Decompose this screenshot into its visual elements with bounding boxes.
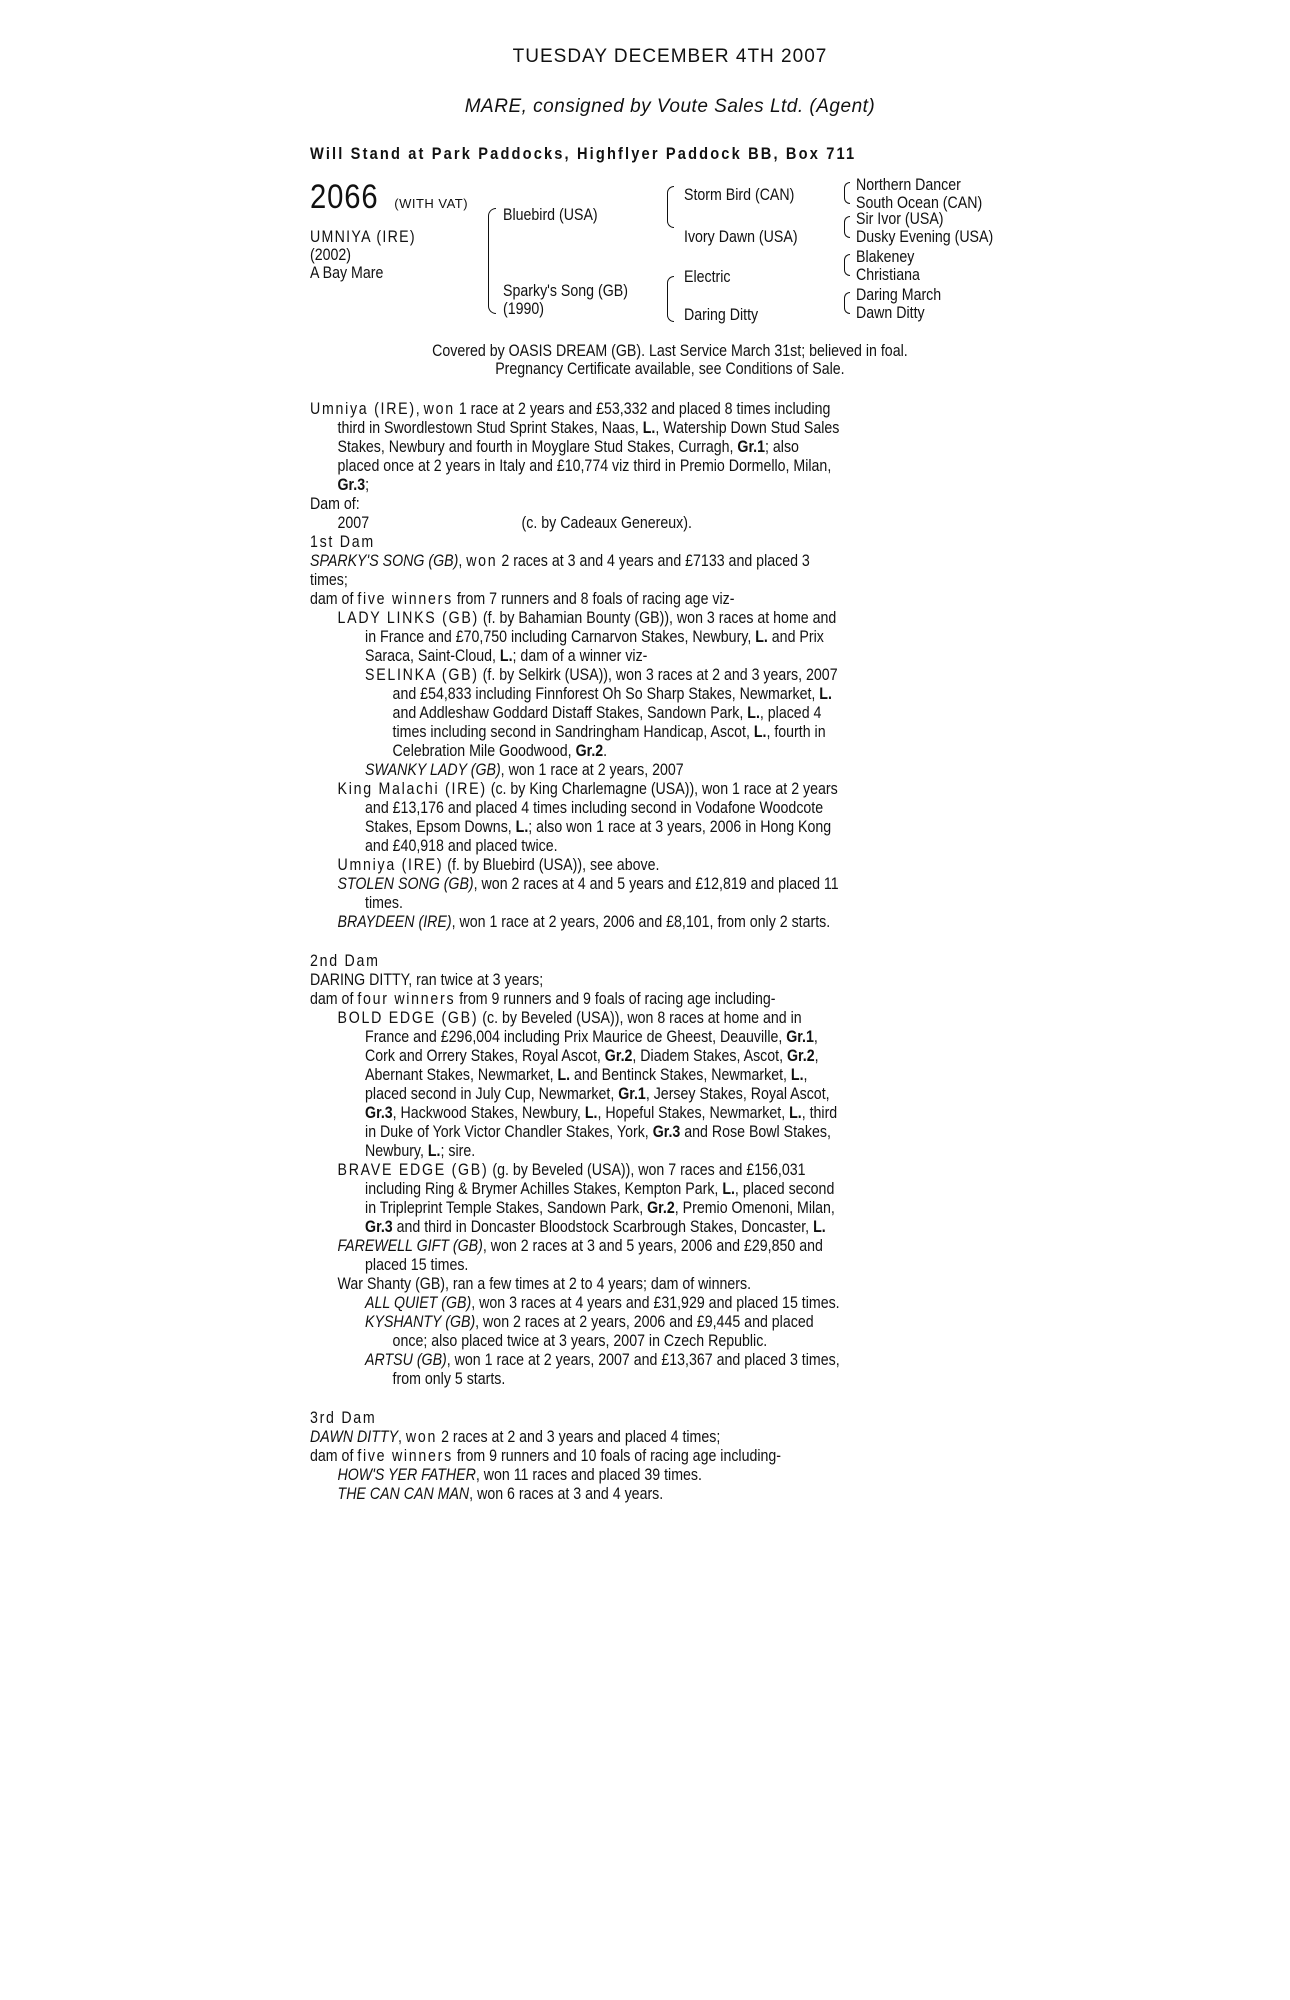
horse-name: UMNIYA (IRE) — [310, 228, 416, 246]
second-dam-heading: 2nd Dam — [310, 952, 380, 970]
second-dam-line: DARING DITTY, ran twice at 3 years; — [310, 971, 544, 989]
horse-description: A Bay Mare — [310, 264, 384, 282]
brace-parents — [488, 208, 496, 314]
second-dam-produce: dam of four winners from 9 runners and 9 foals of racing age including- — [310, 990, 776, 1008]
third-dam-line: DAWN DITTY, won 2 races at 2 and 3 years and placed 4 times; — [310, 1428, 721, 1446]
dam-dam: Daring Ditty — [684, 306, 759, 324]
sale-date: TUESDAY DECEMBER 4TH 2007 — [512, 46, 828, 67]
war-shanty-entry: War Shanty (GB), ran a few times at 2 to 4 years; dam of winners. — [337, 1275, 752, 1293]
produce-row — [310, 514, 840, 533]
won-word: won — [423, 400, 455, 418]
great-grandsire-1: Northern Dancer — [856, 176, 961, 194]
consignment-line: MARE, consigned by Voute Sales Ltd. (Agent) — [464, 96, 876, 117]
umniya-record: Umniya (IRE), won 1 race at 2 years and £53,332 and placed 8 times including third in Swordlestown Stud Sprint Stakes, Naas, L., Watership Down Stud Sales Stakes, Newbury and fourth in Moyglare Stud Stakes, Curragh, Gr.1; also placed once at 2 years in Italy and £10,774 viz third in Premio Dormello, Milan, Gr.3; — [310, 400, 840, 494]
vat-note: (WITH VAT) — [394, 196, 469, 211]
brace-g4 — [844, 292, 850, 314]
umniya-name: Umniya (IRE) — [310, 400, 416, 418]
lady-links-entry: LADY LINKS (GB) (f. by Bahamian Bounty (GB)), won 3 races at home and in France and £70,750 including Carnarvon Stakes, Newbury, L. and Prix Saraca, Saint-Cloud, L.; dam of a winner viz- — [337, 609, 837, 665]
covered-line-1: Covered by OASIS DREAM (GB). Last Service March 31st; believed in foal. — [432, 342, 908, 360]
first-dam-heading: 1st Dam — [310, 533, 375, 551]
brace-g1 — [844, 182, 850, 204]
artsu-entry: ARTSU (GB), won 1 race at 2 years, 2007 and £13,367 and placed 3 times, from only 5 starts. — [365, 1351, 840, 1388]
first-dam-produce: dam of five winners from 7 runners and 8 foals of racing age viz- — [310, 590, 735, 608]
brace-dam-parents — [667, 276, 674, 322]
all-quiet-entry: ALL QUIET (GB), won 3 races at 4 years and £31,929 and placed 15 times. — [365, 1294, 840, 1312]
bold-edge-entry: BOLD EDGE (GB) (c. by Beveled (USA)), won 8 races at home and in France and £296,004 including Prix Maurice de Gheest, Deauville, Gr.1, Cork and Orrery Stakes, Royal Ascot, Gr.2, Diadem Stakes, Ascot, Gr.2, Abernant Stakes, Newmarket, L. and Bentinck Stakes, Newmarket, L., placed second in July Cup, Newmarket, Gr.1, Jersey Stakes, Royal Ascot, Gr.3, Hackwood Stakes, Newbury, L., Hopeful Stakes, Newmarket, L., third in Duke of York Victor Chandler Stakes, York, Gr.3 and Rose Bowl Stakes, Newbury, L.; sire. — [337, 1009, 838, 1160]
horse-year: (2002) — [310, 246, 352, 264]
kyshanty-entry: KYSHANTY (GB), won 2 races at 2 years, 2006 and £9,445 and placed once; also placed twice at 3 years, 2007 in Czech Republic. — [365, 1313, 814, 1350]
covered-note — [310, 342, 1030, 378]
produce-year: 2007 — [337, 514, 370, 532]
stand-location: Will Stand at Park Paddocks, Highflyer Paddock BB, Box 711 — [310, 144, 857, 163]
third-dam-produce: dam of five winners from 9 runners and 10 foals of racing age including- — [310, 1447, 782, 1465]
stolen-song-entry: STOLEN SONG (GB), won 2 races at 4 and 5 years and £12,819 and placed 11 times. — [337, 875, 839, 912]
pedigree-table — [310, 178, 1030, 338]
catalogue-page — [310, 46, 1030, 1504]
hows-yer-father-entry: HOW'S YER FATHER, won 11 races and placed 39 times. — [337, 1466, 702, 1484]
sire-dam: Ivory Dawn (USA) — [684, 228, 798, 246]
first-dam-line: SPARKY'S SONG (GB), won 2 races at 3 and 4 years and £7133 and placed 3 times; — [310, 552, 810, 589]
produce-desc: (c. by Cadeaux Genereux). — [521, 514, 692, 532]
great-granddam-2: Dusky Evening (USA) — [856, 228, 994, 246]
brave-edge-entry: BRAVE EDGE (GB) (g. by Beveled (USA)), won 7 races and £156,031 including Ring & Brymer Achilles Stakes, Kempton Park, L., placed second in Tripleprint Temple Stakes, Sandown Park, Gr.2, Premio Omenoni, Milan, Gr.3 and third in Doncaster Bloodstock Scarbrough Stakes, Doncaster, L. — [337, 1161, 835, 1236]
lot-number: 2066 — [310, 178, 379, 216]
braydeen-entry: BRAYDEEN (IRE), won 1 race at 2 years, 2006 and £8,101, from only 2 starts. — [337, 913, 831, 931]
great-granddam-4: Dawn Ditty — [856, 304, 925, 322]
great-grandsire-2: Sir Ivor (USA) — [856, 210, 944, 228]
dam-sire: Electric — [684, 268, 731, 286]
brace-g3 — [844, 254, 850, 276]
dam: Sparky's Song (GB) — [503, 282, 628, 300]
sire-sire: Storm Bird (CAN) — [684, 186, 795, 204]
great-grandsire-4: Daring March — [856, 286, 942, 304]
umniya-entry: Umniya (IRE) (f. by Bluebird (USA)), see above. — [337, 856, 660, 874]
dam-year: (1990) — [503, 300, 545, 318]
the-can-can-man-entry: THE CAN CAN MAN, won 6 races at 3 and 4 years. — [337, 1485, 664, 1503]
selinka-entry: SELINKA (GB) (f. by Selkirk (USA)), won 3 races at 2 and 3 years, 2007 and £54,833 including Finnforest Oh So Sharp Stakes, Newmarket, L. and Addleshaw Goddard Distaff Stakes, Sandown Park, L., placed 4 times including second in Sandringham Handicap, Ascot, L., fourth in Celebration Mile Goodwood, Gr.2. — [365, 666, 838, 760]
sire: Bluebird (USA) — [503, 206, 598, 224]
great-granddam-1: South Ocean (CAN) — [856, 194, 983, 212]
great-granddam-3: Christiana — [856, 266, 920, 284]
brace-sire-parents — [667, 186, 674, 228]
farewell-gift-entry: FAREWELL GIFT (GB), won 2 races at 3 and 5 years, 2006 and £29,850 and placed 15 times. — [337, 1237, 823, 1274]
brace-g2 — [844, 216, 850, 238]
great-grandsire-3: Blakeney — [856, 248, 915, 266]
lot-number-block — [310, 180, 468, 214]
third-dam-heading: 3rd Dam — [310, 1409, 377, 1427]
produce-record — [310, 400, 840, 1504]
dam-of-label: Dam of: — [310, 495, 360, 513]
king-malachi-entry: King Malachi (IRE) (c. by King Charlemagne (USA)), won 1 race at 2 years and £13,176 and placed 4 times including second in Vodafone Woodcote Stakes, Epsom Downs, L.; also won 1 race at 3 years, 2006 in Hong Kong and £40,918 and placed twice. — [337, 780, 838, 855]
swanky-lady-entry: SWANKY LADY (GB), won 1 race at 2 years, 2007 — [365, 761, 684, 779]
covered-line-2: Pregnancy Certificate available, see Conditions of Sale. — [495, 360, 845, 378]
